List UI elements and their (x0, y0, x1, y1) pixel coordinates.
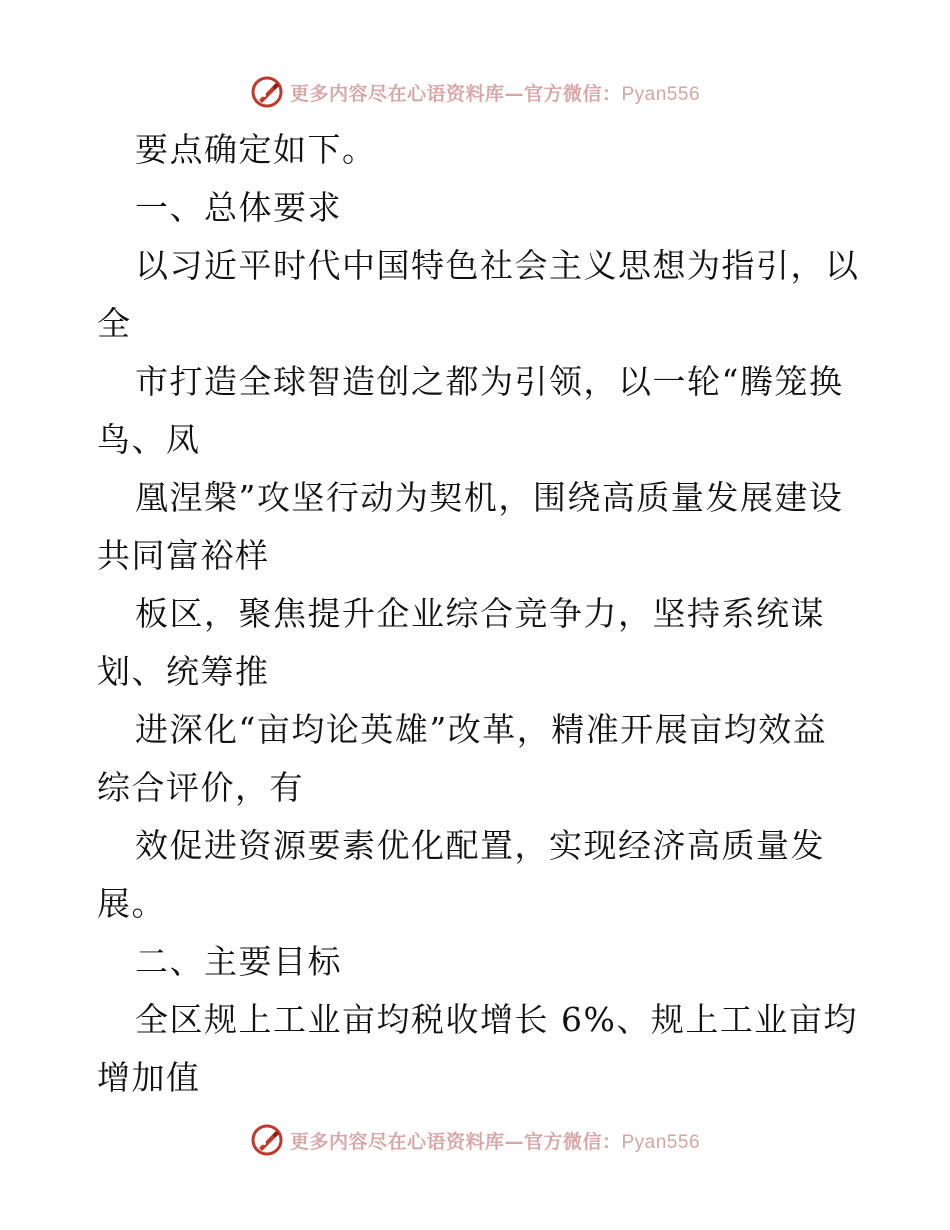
pen-logo-icon (250, 75, 284, 109)
text-line: 以习近平时代中国特色社会主义思想为指引，以 (135, 246, 860, 285)
text-line: 增加值 (97, 1058, 201, 1097)
text-line: 全 (97, 304, 132, 343)
text-line: 市打造全球智造创之都为引领，以一轮“腾笼换 (135, 362, 844, 401)
text-line: 共同富裕样 (97, 536, 270, 575)
watermark-text: 更多内容尽在心语资料库—官方微信：Pyan556 (289, 1130, 701, 1153)
text-line: 鸟、凤 (97, 420, 201, 459)
text-line: 一、总体要求 (135, 188, 342, 227)
text-line: 综合评价，有 (97, 768, 304, 807)
text-line: 二、主要目标 (135, 942, 342, 981)
text-line: 展。 (97, 884, 166, 923)
text-line: 划、统筹推 (97, 652, 270, 691)
document-body (97, 121, 860, 1107)
header-watermark (0, 72, 950, 112)
text-line: 板区，聚焦提升企业综合竞争力，坚持系统谋 (135, 594, 825, 633)
footer-watermark (0, 1120, 950, 1160)
text-line: 凰涅槃”攻坚行动为契机，围绕高质量发展建设 (135, 478, 844, 517)
text-line: 要点确定如下。 (135, 130, 377, 169)
pen-logo-icon (250, 1123, 284, 1157)
text-line: 效促进资源要素优化配置，实现经济高质量发 (135, 826, 825, 865)
text-line: 全区规上工业亩均税收增长 6%、规上工业亩均 (135, 1000, 858, 1039)
watermark-text: 更多内容尽在心语资料库—官方微信：Pyan556 (289, 82, 701, 105)
text-line: 进深化“亩均论英雄”改革，精准开展亩均效益 (135, 710, 828, 749)
